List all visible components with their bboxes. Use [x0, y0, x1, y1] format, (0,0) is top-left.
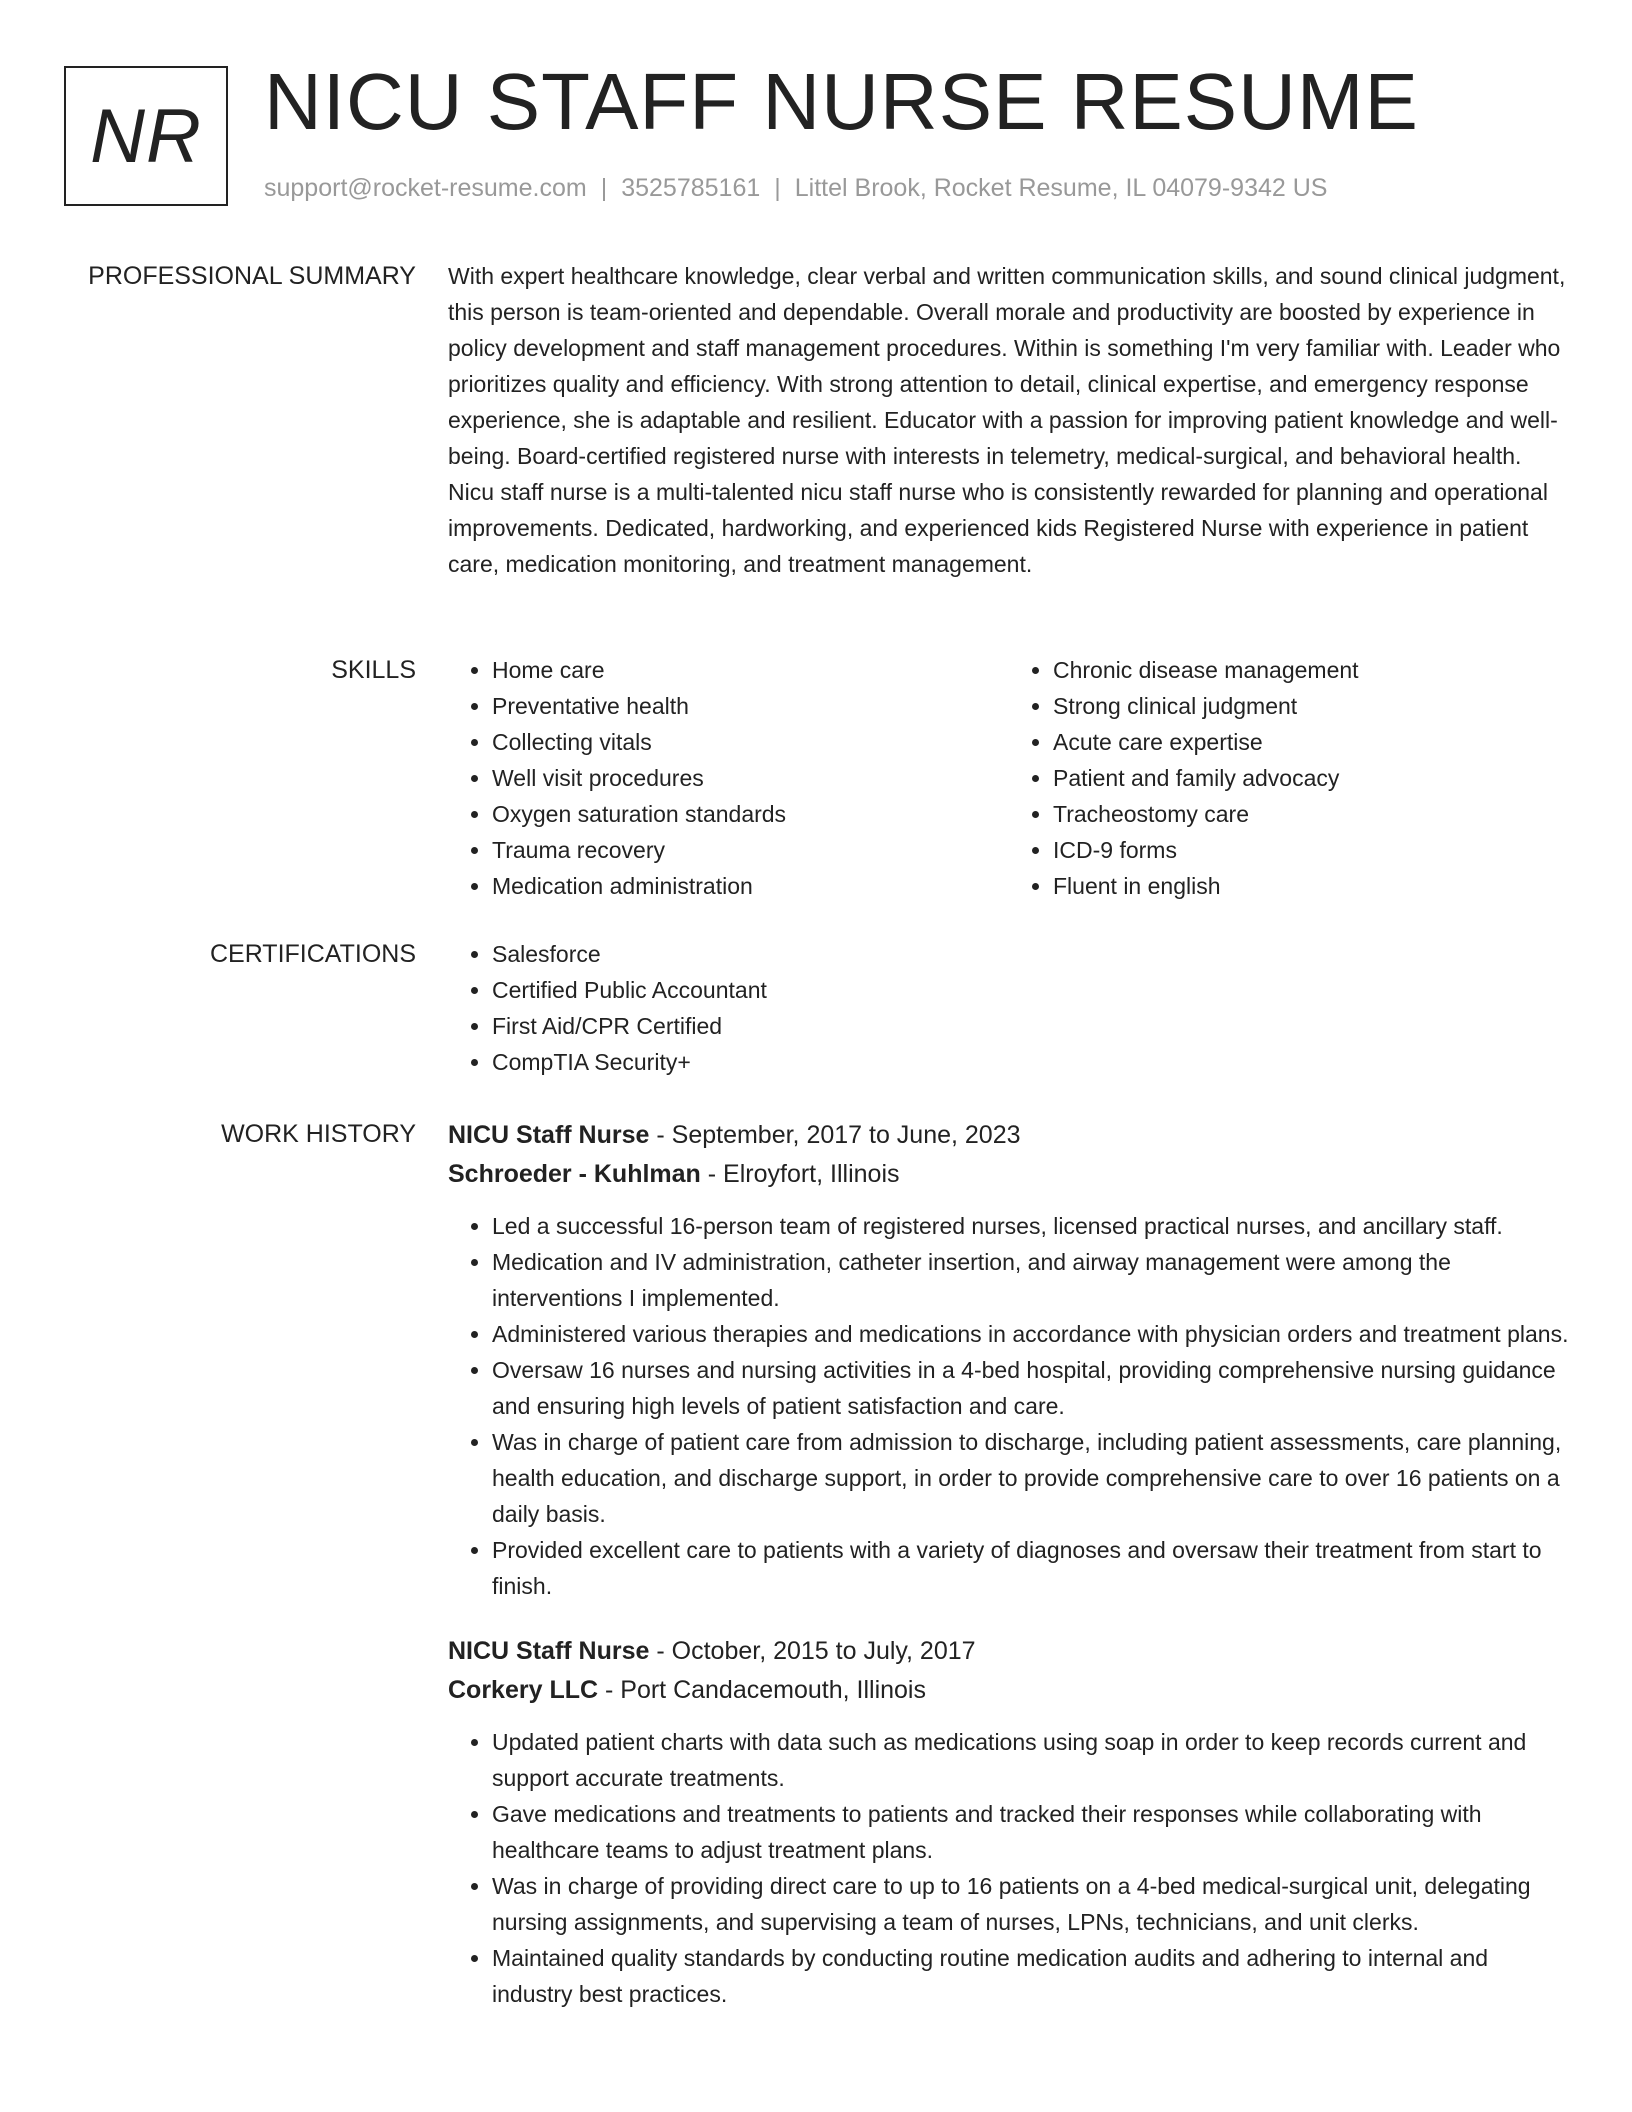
contact-line: [264, 174, 1327, 203]
list-item: • Oversaw 16 nurses and nursing activities in a 4-bed hospital, providing comprehensive nursing guidance and ensuring high levels of patient satisfaction and care.: [492, 1352, 1570, 1424]
skills-columns: [448, 652, 1570, 904]
list-item: • Maintained quality standards by conducting routine medication audits and adhering to internal and industry best practices.: [492, 1940, 1570, 2012]
contact-separator: |: [600, 174, 608, 202]
initials-monogram: [64, 66, 228, 206]
list-item: • Led a successful 16-person team of registered nurses, licensed practical nurses, and ancillary staff.: [492, 1208, 1570, 1244]
list-item: • Administered various therapies and medications in accordance with physician orders and treatment plans.: [492, 1316, 1570, 1352]
list-item: • Preventative health: [492, 688, 1009, 724]
list-item: • Collecting vitals: [492, 724, 1009, 760]
list-item: • Acute care expertise: [1053, 724, 1570, 760]
job-title: NICU Staff Nurse: [448, 1637, 650, 1665]
list-item: • Oxygen saturation standards: [492, 796, 1009, 832]
certifications-body: [448, 936, 1570, 1080]
job-title-line: [448, 1632, 1570, 1671]
list-item: • Certified Public Accountant: [492, 972, 1570, 1008]
list-item: • Home care: [492, 652, 1009, 688]
list-item: • Well visit procedures: [492, 760, 1009, 796]
job-title-line: [448, 1116, 1570, 1155]
summary-text: With expert healthcare knowledge, clear verbal and written communication skills, and sound clinical judgment, this person is team-oriented and dependable. Overall morale and productivity are boosted by experience in policy development and staff management procedures. Within is something I'm very familiar with. Leader who prioritizes quality and efficiency. With strong attention to detail, clinical expertise, and emergency response experience, she is adaptable and resilient. Educator with a passion for improving patient knowledge and well-being. Board-certified registered nurse with interests in telemetry, medical-surgical, and behavioral health. Nicu staff nurse is a multi-talented nicu staff nurse who is consistently rewarded for planning and operational improvements. Dedicated, hardworking, and experienced kids Registered Nurse with experience in patient care, medication monitoring, and treatment management.: [448, 263, 1566, 577]
list-item: • First Aid/CPR Certified: [492, 1008, 1570, 1044]
job-company: Corkery LLC: [448, 1676, 599, 1704]
resume-title: NICU STAFF NURSE RESUME: [264, 57, 1419, 146]
list-item: • Chronic disease management: [1053, 652, 1570, 688]
job-location: - Port Candacemouth, Illinois: [605, 1676, 926, 1704]
job-dates: - September, 2017 to June, 2023: [656, 1121, 1021, 1149]
job-company: Schroeder - Kuhlman: [448, 1160, 701, 1188]
list-item: • Tracheostomy care: [1053, 796, 1570, 832]
contact-phone: 3525785161: [621, 174, 761, 202]
list-item: • Strong clinical judgment: [1053, 688, 1570, 724]
list-item: • Fluent in english: [1053, 868, 1570, 904]
section-label-skills: SKILLS: [331, 656, 416, 684]
job-entry: [448, 1116, 1570, 1604]
list-item: • Updated patient charts with data such as medications using soap in order to keep records current and support accurate treatments.: [492, 1724, 1570, 1796]
list-item: • Medication administration: [492, 868, 1009, 904]
skills-list-right: [1009, 652, 1570, 904]
list-item: • Salesforce: [492, 936, 1570, 972]
job-company-line: [448, 1155, 1570, 1194]
job-entry: [448, 1632, 1570, 2012]
section-label-summary: PROFESSIONAL SUMMARY: [88, 262, 416, 290]
section-label-work-history: WORK HISTORY: [221, 1120, 416, 1148]
initials-text: NR: [90, 93, 202, 179]
skills-list-left: [448, 652, 1009, 904]
list-item: • Trauma recovery: [492, 832, 1009, 868]
job-bullets: [448, 1208, 1570, 1604]
list-item: • Medication and IV administration, catheter insertion, and airway management were among the interventions I implemented.: [492, 1244, 1570, 1316]
job-dates: - October, 2015 to July, 2017: [656, 1637, 976, 1665]
section-label-certifications: CERTIFICATIONS: [209, 940, 416, 968]
contact-address: Littel Brook, Rocket Resume, IL 04079-9342 US: [794, 174, 1328, 202]
certifications-list: [448, 936, 1570, 1080]
contact-email: support@rocket-resume.com: [264, 174, 587, 202]
job-location: - Elroyfort, Illinois: [707, 1160, 900, 1188]
contact-separator: |: [774, 174, 781, 202]
list-item: • Gave medications and treatments to patients and tracked their responses while collaborating with healthcare teams to adjust treatment plans.: [492, 1796, 1570, 1868]
work-history-body: [448, 1116, 1570, 2012]
list-item: • CompTIA Security+: [492, 1044, 1570, 1080]
job-title: NICU Staff Nurse: [448, 1121, 650, 1149]
job-bullets: [448, 1724, 1570, 2012]
list-item: • Provided excellent care to patients with a variety of diagnoses and oversaw their treatment from start to finish.: [492, 1532, 1570, 1604]
list-item: • Was in charge of providing direct care to up to 16 patients on a 4-bed medical-surgical unit, delegating nursing assignments, and supervising a team of nurses, LPNs, technicians, and unit clerks.: [492, 1868, 1570, 1940]
job-company-line: [448, 1671, 1570, 1710]
list-item: • ICD-9 forms: [1053, 832, 1570, 868]
list-item: • Was in charge of patient care from admission to discharge, including patient assessments, care planning, health education, and discharge support, in order to provide comprehensive care to over 16 patients on a daily basis.: [492, 1424, 1570, 1532]
list-item: • Patient and family advocacy: [1053, 760, 1570, 796]
